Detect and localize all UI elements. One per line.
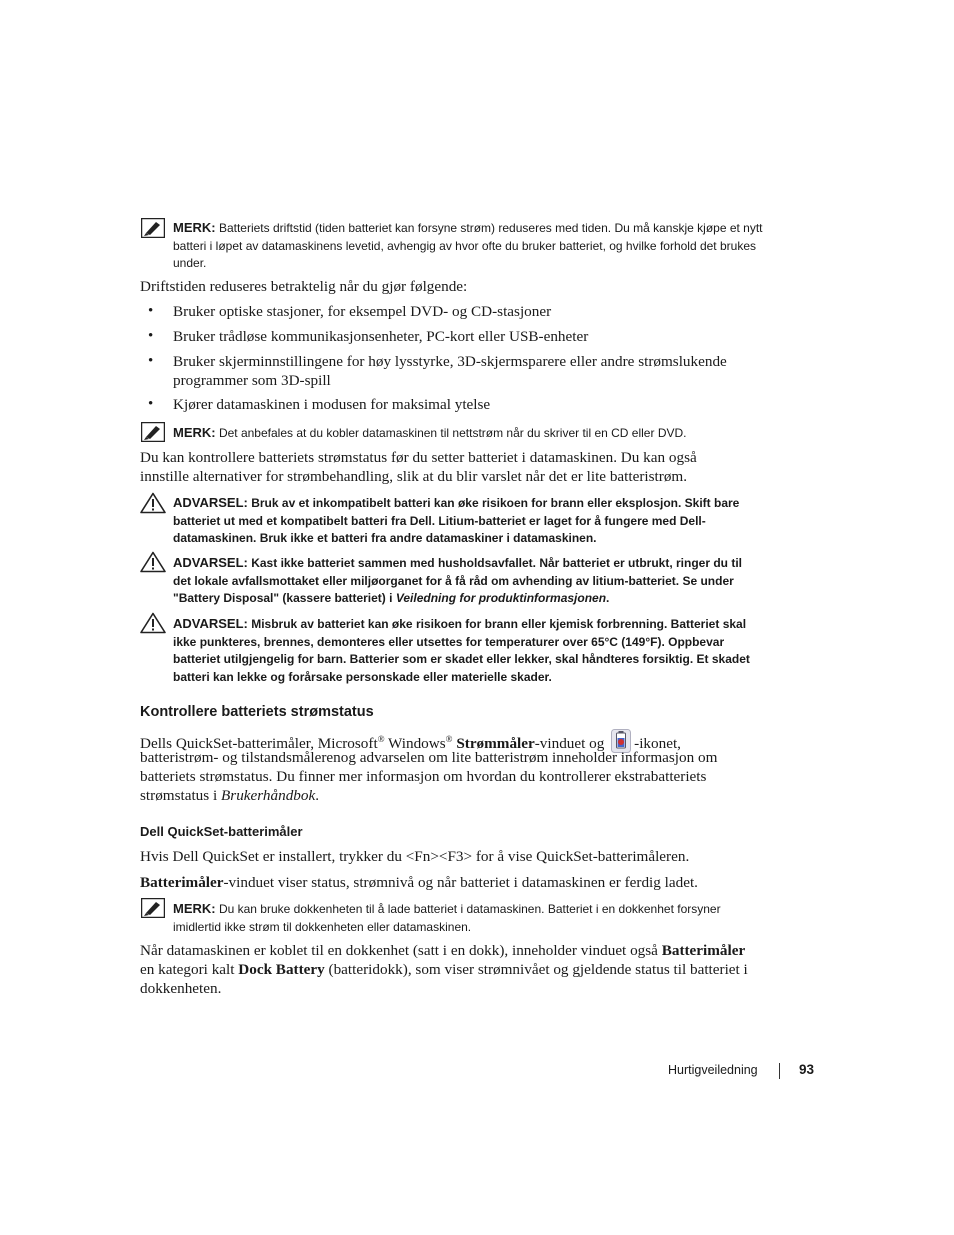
note-icon (141, 898, 165, 923)
document-reference: Brukerhåndbok (221, 787, 316, 804)
text-run: en kategori kalt (140, 961, 239, 978)
text-run: (batteridokk), som viser strømnivået og gjeldende status til batteriet i dokkenheten. (140, 961, 748, 997)
warning-text: Misbruk av batteriet kan øke risikoen for brann eller kjemisk forbrenning. Batteriet skal ikke punkteres, brennes, demonteres eller utsettes for temperaturer over 65°C (149°F). Oppbevar batteriet utilgjengelig for barn. Batterier som er skadet eller lekker, skal håndteres forsiktig. Et skadet batteri kan lekke og forårsake personskade eller materielle skader. (173, 617, 750, 684)
bullet-dot: • (148, 353, 154, 369)
note-icon (141, 422, 165, 447)
bullet-dot: • (148, 396, 154, 412)
note-text: Batteriets driftstid (tiden batteriet kan forsyne strøm) reduseres med tiden. Du må kanskje kjøpe et nytt batteri i løpet av datamaskinens levetid, avhengig av hvor ofte du bruker batteriet, og hvilke forhold det brukes under. (173, 221, 763, 270)
note-merk-3 (173, 900, 758, 936)
bold-term: Strømmåler (456, 735, 535, 752)
warning-label: ADVARSEL: (173, 616, 248, 631)
paragraph-line: batteriets strømstatus. Du finner mer informasjon om hvordan du kontrollerer ekstrabatteriets (140, 768, 707, 785)
warning-text: Kast ikke batteriet sammen med husholdsavfallet. Når batteriet er utbrukt, ringer du til det lokale avfallsmottaket eller miljøorganet for å få råd om avhending av litium-batteriet. Se under "Battery Disposal" (kassere batteriet) i (173, 556, 743, 605)
paragraph-line: batteristrøm- og tilstandsmålerenog advarselen om lite batteristrøm inneholder informasjon om (140, 749, 718, 766)
text-run: strømstatus i (140, 787, 222, 804)
text-run: -vinduet og (534, 735, 605, 752)
bold-term: Batterimåler (661, 942, 746, 959)
warning-icon (140, 612, 166, 639)
note-icon (141, 218, 165, 243)
subsection-heading: Dell QuickSet-batterimåler (140, 824, 303, 839)
note-merk-1 (173, 219, 763, 273)
bullet-dot: • (148, 303, 154, 319)
warning-label: ADVARSEL: (173, 495, 248, 510)
note-label: MERK: (173, 220, 216, 235)
text-run: Når datamaskinen er koblet til en dokkenhet (satt i en dokk), inneholder vinduet også (140, 942, 662, 959)
bold-term: Batterimåler (140, 874, 224, 891)
warning-icon (140, 492, 166, 519)
document-reference: Veiledning for produktinformasjonen (395, 591, 607, 605)
warning-icon (140, 551, 166, 578)
text-run: -vinduet viser status, strømnivå og når batteriet i datamaskinen er ferdig ladet. (223, 874, 698, 891)
warning-advarsel-2 (173, 554, 763, 608)
paragraph-battery-meter (140, 873, 760, 892)
bullet-dot: • (148, 328, 154, 344)
paragraph-check-status: Du kan kontrollere batteriets strømstatus før du setter batteriet i datamaskinen. Du kan også innstille alternativer for strømbehandling, slik at du blir varslet når det er lite batteristrøm. (140, 449, 697, 485)
text-run: Dells QuickSet-batterimåler, Microsoft (140, 735, 378, 752)
warning-advarsel-1 (173, 494, 748, 548)
section-heading: Kontrollere batteriets strømstatus (140, 704, 374, 720)
list-item: Bruker trådløse kommunikasjonsenheter, PC-kort eller USB-enheter (173, 328, 589, 345)
paragraph-line (140, 729, 760, 752)
list-item: Bruker optiske stasjoner, for eksempel DVD- og CD-stasjoner (173, 303, 552, 320)
text-run: Windows (384, 735, 446, 752)
list-item: Kjører datamaskinen i modusen for maksimal ytelse (173, 396, 491, 413)
paragraph-line (140, 786, 760, 805)
text-run: -ikonet, (634, 735, 681, 752)
registered-mark: ® (377, 733, 385, 744)
warning-label: ADVARSEL: (173, 555, 248, 570)
footer-divider (779, 1063, 780, 1079)
bold-term: Dock Battery (238, 961, 325, 978)
note-text: Du kan bruke dokkenheten til å lade batteriet i datamaskinen. Batteriet i en dokkenhet forsyner imidlertid ikke strøm til dokkenheten eller datamaskinen. (173, 902, 721, 934)
warning-end: . (606, 591, 610, 605)
footer-section-title: Hurtigveiledning (668, 1063, 758, 1077)
intro-paragraph: Driftstiden reduseres betraktelig når du gjør følgende: (140, 278, 468, 295)
warning-advarsel-3 (173, 615, 758, 686)
note-merk-2 (173, 424, 763, 443)
paragraph-quickset (140, 729, 760, 805)
text-run: . (315, 787, 320, 804)
note-label: MERK: (173, 425, 216, 440)
note-text: Det anbefales at du kobler datamaskinen til nettstrøm når du skriver til en CD eller DVD. (218, 426, 687, 440)
paragraph-docking (140, 941, 760, 998)
paragraph-fn-f3: Hvis Dell QuickSet er installert, trykker du <Fn><F3> for å vise QuickSet-batterimåleren. (140, 848, 690, 865)
registered-mark: ® (445, 733, 453, 744)
page-number: 93 (799, 1062, 815, 1077)
list-item: Bruker skjerminnstillingene for høy lysstyrke, 3D-skjermsparere eller andre strømslukende programmer som 3D-spill (173, 353, 727, 389)
warning-text: Bruk av et inkompatibelt batteri kan øke risikoen for brann eller eksplosjon. Skift bare batteriet ut med et kompatibelt batteri fra Dell. Litium-batteriet er laget for å fungere med Dell-datamaskinen. Bruk ikke et batteri fra andre datamaskiner i datamaskinen. (173, 496, 740, 545)
note-label: MERK: (173, 901, 216, 916)
